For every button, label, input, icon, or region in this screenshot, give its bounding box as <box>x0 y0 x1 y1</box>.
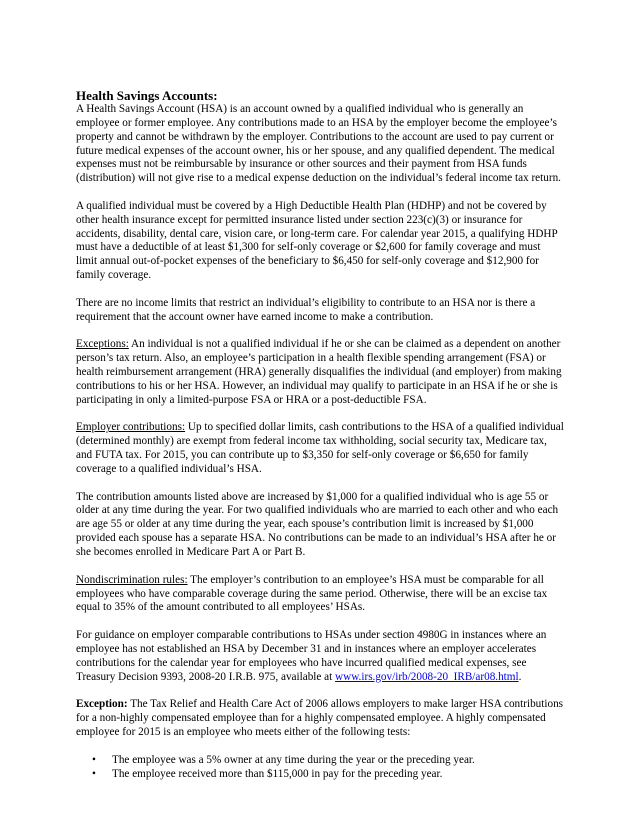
exception-label: Exception: <box>76 698 128 711</box>
employer-contributions-text: Up to specified dollar limits, cash contributions to the HSA of a qualified individual (determined monthly) are exempt from federal income tax withholding, social security tax, Medicare tax, and FUTA tax. For 2015, you can contribute up to $3,350 for self-only coverage or $6,650 for family coverage to a qualified individual’s HSA. <box>76 421 564 475</box>
income-limits-paragraph: There are no income limits that restrict an individual’s eligibility to contribute to an HSA nor is there a requirement that the account owner have earned income to make a contribution. <box>76 296 536 323</box>
exception-paragraph <box>76 698 564 740</box>
nondiscrimination-label: Nondiscrimination rules: <box>76 573 188 586</box>
exception-text: The Tax Relief and Health Care Act of 2006 allows employers to make larger HSA contributions for a non-highly compensated employee than for a highly compensated employee. A highly compensated employee for 2015 is an employee who meets either of the following tests: <box>76 698 564 738</box>
bullet-list <box>76 754 564 782</box>
nondiscrimination-paragraph <box>76 574 564 616</box>
list-item-text: The employee was a 5% owner at any time during the year or the preceding year. <box>112 753 475 766</box>
catch-up-paragraph: The contribution amounts listed above are increased by $1,000 for a qualified individual who is age 55 or older at any time during the year. For two qualified individuals who are married to each other and who each are age 55 or older at any time during the year, each spouse’s contribution limit is increased by $1,000 provided each spouse has a separate HSA. No contributions can be made to an individual’s HSA after he or she becomes enrolled in Medicare Part A or Part B. <box>76 490 559 558</box>
guidance-text: For guidance on employer comparable contributions to HSAs under section 4980G in instances where an employee has not established an HSA by December 31 and in instances where an employer accelerates contributions for the calendar year for employees who have incurred qualified medical expenses, see Treasury Decision 9393, 2008-20 I.R.B. 975, available at <box>76 629 547 683</box>
employer-contributions-paragraph <box>76 421 564 476</box>
guidance-end: . <box>518 670 522 683</box>
list-item <box>76 754 564 768</box>
bullet-icon: • <box>92 767 96 780</box>
employer-contributions-label: Employer contributions: <box>76 421 186 434</box>
guidance-paragraph <box>76 629 564 684</box>
irs-link[interactable]: www.irs.gov/irb/2008-20_IRB/ar08.html <box>335 670 519 683</box>
hdhp-paragraph: A qualified individual must be covered by a High Deductible Health Plan (HDHP) and not be covered by other health insurance except for permitted insurance listed under section 223(c)(3) or insurance for accidents, disability, dental care, vision care, or long-term care. For calendar year 2015, a qualifying HDHP must have a deductible of at least $1,300 for self-only coverage or $2,600 for family coverage and must limit annual out-of-pocket expenses of the beneficiary to $6,450 for self-only coverage and $12,900 for family coverage. <box>76 199 558 282</box>
exceptions-label: Exceptions: <box>76 338 129 351</box>
section-title: Health Savings Accounts: <box>76 88 218 103</box>
document-page <box>76 88 564 781</box>
hsa-definition-paragraph: A Health Savings Account (HSA) is an account owned by a qualified individual who is generally an employee or former employee. Any contributions made to an HSA by the employer become the employee’s property and cannot be withdrawn by the employer. Contributions to the account are used to pay current or future medical expenses of the account owner, his or her spouse, and any qualified dependent. The medical expenses must not be reimbursable by insurance or other sources and their payment from HSA funds (distribution) will not give rise to a medical expense deduction on the individual’s federal income tax return. <box>76 103 561 185</box>
list-item <box>76 768 564 782</box>
nondiscrimination-text: The employer’s contribution to an employee’s HSA must be comparable for all employees who have comparable coverage during the same period. Otherwise, there will be an excise tax equal to 35% of the amount contributed to all employees’ HSAs. <box>76 573 548 614</box>
exceptions-text: An individual is not a qualified individual if he or she can be claimed as a dependent on another person’s tax return. Also, an employee’s participation in a health flexible spending arrangement (FSA) or health reimbursement arrangement (HRA) generally disqualifies the individual (and employer) from making contributions to his or her HSA. However, an individual may qualify to participate in an HSA if he or she is participating in only a limited-purpose FSA or HRA or a post-deductible FSA. <box>76 338 562 406</box>
list-item-text: The employee received more than $115,000 in pay for the preceding year. <box>112 767 443 780</box>
bullet-icon: • <box>92 753 96 766</box>
exceptions-paragraph <box>76 338 564 407</box>
